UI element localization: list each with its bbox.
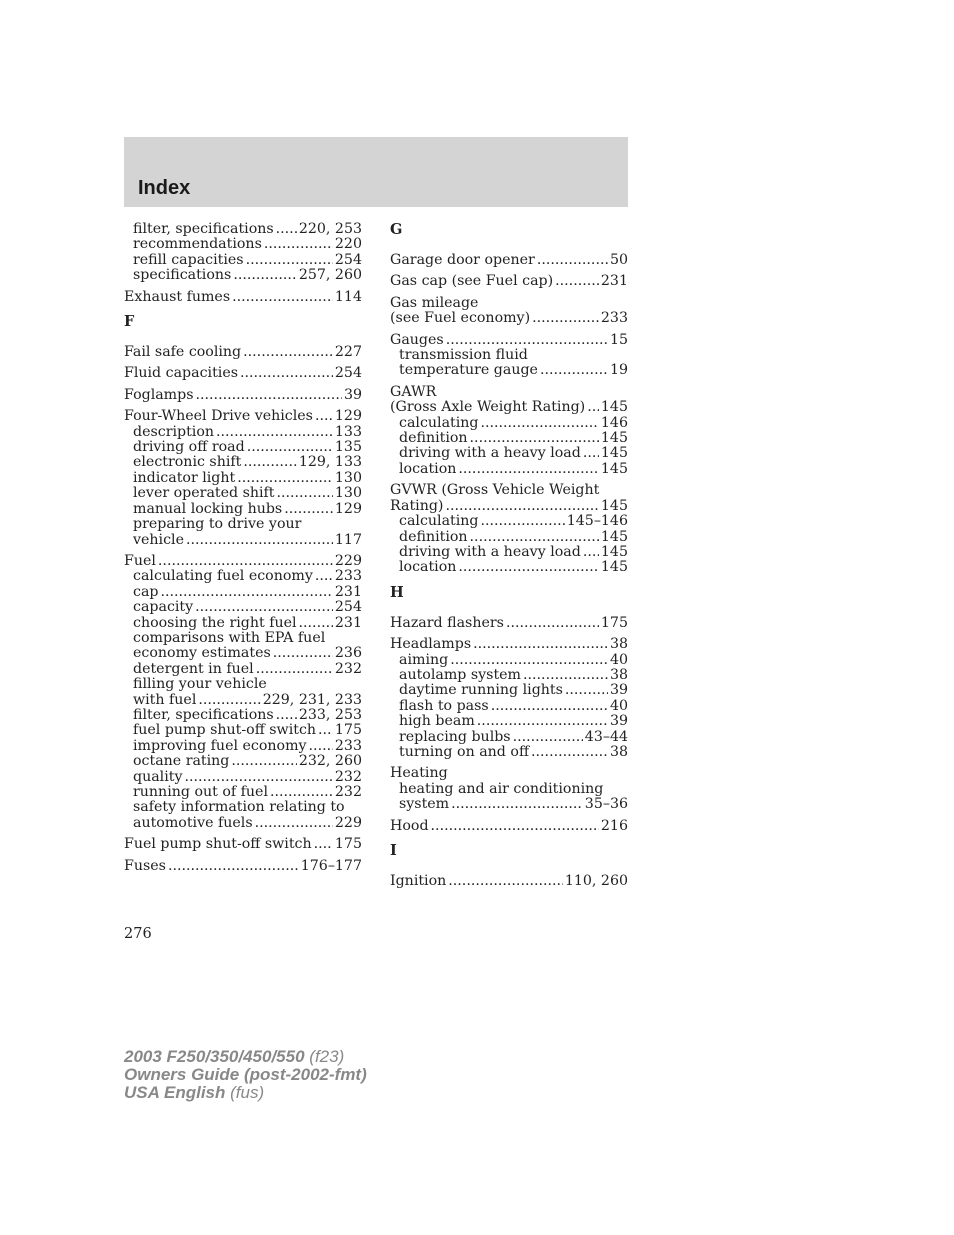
entry-text: Fuel xyxy=(124,552,156,569)
dot-leader xyxy=(513,730,583,745)
entry-text: turning on and off xyxy=(399,743,530,760)
entry-text: calculating xyxy=(399,513,479,530)
page-reference: 133 xyxy=(334,423,362,440)
page-reference: 229 xyxy=(334,552,362,569)
index-entry xyxy=(390,385,628,477)
entry-text: running out of fuel xyxy=(133,784,268,800)
index-subentry xyxy=(124,646,362,661)
dot-leader xyxy=(315,409,333,424)
index-subentry xyxy=(124,222,362,237)
dot-leader xyxy=(276,222,297,237)
entry-text: with fuel xyxy=(133,691,197,708)
index-subentry xyxy=(390,462,628,477)
entry-text: calculating xyxy=(399,414,479,431)
entry-text: improving fuel economy xyxy=(133,737,307,754)
entry-text: aiming xyxy=(399,651,449,668)
entry-text: safety information relating to xyxy=(133,799,345,816)
index-subentry xyxy=(390,530,628,545)
dot-leader xyxy=(318,723,333,738)
dot-leader xyxy=(256,662,333,677)
dot-leader xyxy=(168,859,299,874)
page-reference: 39 xyxy=(609,682,628,699)
entry-text: indicator light xyxy=(133,469,236,486)
index-term xyxy=(390,874,628,889)
page-reference: 220, 253 xyxy=(298,221,362,237)
entry-text: lever operated shift xyxy=(133,485,275,502)
page-reference: 50 xyxy=(609,252,628,268)
index-term xyxy=(390,819,628,834)
index-subentry xyxy=(124,723,362,738)
dot-leader xyxy=(458,462,599,477)
dot-leader xyxy=(270,785,333,800)
page-reference: 35–36 xyxy=(584,796,628,813)
dot-leader xyxy=(184,770,332,785)
page-reference: 146 xyxy=(600,414,628,431)
index-term xyxy=(390,637,628,652)
page-reference: 145 xyxy=(600,543,628,560)
index-subentry xyxy=(390,446,628,461)
index-entry xyxy=(124,837,362,852)
entry-text: preparing to drive your xyxy=(133,516,302,533)
dot-leader xyxy=(247,440,333,455)
entry-text: Gas mileage xyxy=(390,294,479,311)
index-entry xyxy=(390,274,628,289)
index-entry xyxy=(124,345,362,360)
dot-leader xyxy=(314,837,333,852)
entry-text: comparisons with EPA fuel xyxy=(133,629,326,646)
entry-text: capacity xyxy=(133,599,194,616)
entry-text: Exhaust fumes xyxy=(124,288,231,305)
entry-text: Garage door opener xyxy=(390,252,535,268)
index-subentry xyxy=(124,708,362,723)
dot-leader xyxy=(216,425,333,440)
page-reference: 110, 260 xyxy=(564,873,628,889)
index-entry xyxy=(390,819,628,834)
dot-leader xyxy=(445,499,598,514)
page-reference: 231 xyxy=(334,614,362,631)
index-entry xyxy=(390,874,628,889)
entry-text: recommendations xyxy=(133,236,262,253)
index-subentry xyxy=(124,455,362,470)
page-reference: 233 xyxy=(600,310,628,327)
page-reference: 175 xyxy=(334,722,362,739)
entry-text: Fuel pump shut-off switch xyxy=(124,836,312,853)
dot-leader xyxy=(237,471,333,486)
page-reference: 257, 260 xyxy=(298,267,362,284)
page-reference: 231 xyxy=(600,273,628,290)
entry-text: automotive fuels xyxy=(133,814,253,831)
index-subentry xyxy=(124,440,362,455)
index-subentry xyxy=(124,533,362,548)
index-subentry xyxy=(390,431,628,446)
index-entry xyxy=(390,616,628,631)
dot-leader xyxy=(161,585,333,600)
page-reference: 114 xyxy=(334,288,362,305)
page-reference: 229, 231, 233 xyxy=(262,691,362,708)
page-reference: 254 xyxy=(334,251,362,268)
index-subentry xyxy=(124,739,362,754)
page-reference: 135 xyxy=(334,439,362,456)
entry-text: Fail safe cooling xyxy=(124,344,242,361)
entry-text: quality xyxy=(133,768,183,785)
dot-leader xyxy=(480,416,598,431)
index-term xyxy=(390,499,628,514)
index-entry xyxy=(390,483,628,575)
index-entry xyxy=(124,554,362,831)
dot-leader xyxy=(555,274,599,289)
entry-text: Gas cap (see Fuel cap) xyxy=(390,273,554,290)
index-term xyxy=(124,345,362,360)
page-reference: 145 xyxy=(600,399,628,416)
entry-text: filling your vehicle xyxy=(133,676,267,693)
dot-leader xyxy=(246,253,333,268)
index-term xyxy=(390,400,628,415)
index-subentry xyxy=(124,517,362,532)
page-reference: 254 xyxy=(334,365,362,382)
page-reference: 38 xyxy=(609,636,628,653)
footer-model: 2003 F250/350/450/550 xyxy=(124,1047,305,1066)
index-subentry xyxy=(390,745,628,760)
index-subentry xyxy=(124,268,362,283)
dot-leader xyxy=(458,560,599,575)
section-letter: I xyxy=(390,842,397,859)
page-reference: 117 xyxy=(334,531,362,548)
index-entry xyxy=(390,253,628,268)
entry-text: specifications xyxy=(133,267,232,284)
page-number: 276 xyxy=(124,926,152,942)
dot-leader xyxy=(284,502,333,517)
index-subentry xyxy=(390,797,628,812)
dot-leader xyxy=(583,446,599,461)
entry-text: Four-Wheel Drive vehicles xyxy=(124,408,313,425)
page-reference: 19 xyxy=(609,362,628,379)
index-subentry xyxy=(390,363,628,378)
page-reference: 40 xyxy=(609,697,628,714)
entry-text: detergent in fuel xyxy=(133,660,254,677)
dot-leader xyxy=(491,699,608,714)
entry-text: fuel pump shut-off switch xyxy=(133,722,317,739)
dot-leader xyxy=(276,708,297,723)
dot-leader xyxy=(299,616,333,631)
index-term xyxy=(124,388,362,403)
dot-leader xyxy=(523,668,608,683)
entry-text: choosing the right fuel xyxy=(133,614,297,631)
index-subentry xyxy=(124,600,362,615)
index-subentry xyxy=(390,545,628,560)
entry-text: filter, specifications xyxy=(133,221,274,237)
index-column-left xyxy=(124,222,362,880)
index-entry xyxy=(390,766,628,812)
dot-leader xyxy=(531,745,608,760)
entry-text: temperature gauge xyxy=(399,362,538,379)
page-reference: 232 xyxy=(334,768,362,785)
dot-leader xyxy=(470,431,599,446)
page-reference: 145–146 xyxy=(566,513,628,530)
index-subentry xyxy=(124,770,362,785)
page-reference: 129 xyxy=(334,500,362,517)
dot-leader xyxy=(583,545,599,560)
index-entry xyxy=(124,290,362,305)
dot-leader xyxy=(473,637,608,652)
index-term xyxy=(390,311,628,326)
page-reference: 129, 133 xyxy=(298,454,362,471)
entry-text: Foglamps xyxy=(124,386,194,403)
dot-leader xyxy=(196,388,342,403)
entry-text: economy estimates xyxy=(133,645,271,662)
dot-leader xyxy=(243,345,333,360)
page-reference: 43–44 xyxy=(584,728,628,745)
index-term xyxy=(124,837,362,852)
page-reference: 232, 260 xyxy=(298,753,362,770)
page-reference: 145 xyxy=(600,460,628,477)
entry-text: refill capacities xyxy=(133,251,244,268)
page-reference: 232 xyxy=(334,660,362,677)
footer-guide: Owners Guide (post-2002-fmt) xyxy=(124,1065,367,1084)
entry-text: GAWR xyxy=(390,383,437,400)
entry-text: definition xyxy=(399,528,468,545)
dot-leader xyxy=(451,797,583,812)
page-reference: 145 xyxy=(600,430,628,447)
entry-text: electronic shift xyxy=(133,454,242,471)
dot-leader xyxy=(315,569,333,584)
page-title: Index xyxy=(138,177,191,199)
index-term xyxy=(124,859,362,874)
index-entry xyxy=(390,637,628,760)
index-term xyxy=(390,385,628,400)
entry-text: driving off road xyxy=(133,439,245,456)
index-subentry xyxy=(390,730,628,745)
dot-leader xyxy=(186,533,333,548)
entry-text: Fluid capacities xyxy=(124,365,238,382)
page-reference: 145 xyxy=(600,497,628,514)
dot-leader xyxy=(273,646,333,661)
dot-leader xyxy=(232,290,333,305)
entry-text: replacing bulbs xyxy=(399,728,511,745)
entry-text: Gauges xyxy=(390,331,444,348)
section-letter: H xyxy=(390,583,404,601)
dot-leader xyxy=(198,693,260,708)
page-reference: 216 xyxy=(600,817,628,834)
index-entry xyxy=(124,859,362,874)
entry-text: octane rating xyxy=(133,753,230,770)
dot-leader xyxy=(255,816,333,831)
entry-text: Fuses xyxy=(124,857,166,874)
entry-text: Ignition xyxy=(390,873,447,889)
dot-leader xyxy=(240,366,333,381)
page-reference: 175 xyxy=(334,836,362,853)
entry-text: driving with a heavy load xyxy=(399,445,581,462)
index-term xyxy=(390,274,628,289)
entry-text: vehicle xyxy=(133,531,184,548)
index-term xyxy=(390,766,628,781)
footer-language-code: (fus) xyxy=(230,1083,265,1102)
dot-leader xyxy=(470,530,599,545)
dot-leader xyxy=(537,253,608,268)
entry-text: GVWR (Gross Vehicle Weight xyxy=(390,482,600,499)
page-reference: 145 xyxy=(600,445,628,462)
index-entry xyxy=(390,296,628,327)
page-reference: 38 xyxy=(609,743,628,760)
footer-model-code: (f23) xyxy=(309,1047,345,1066)
index-subentry xyxy=(390,668,628,683)
entry-text: (see Fuel economy) xyxy=(390,310,531,327)
entry-text: transmission fluid xyxy=(399,347,528,364)
page-reference: 15 xyxy=(609,331,628,348)
index-term xyxy=(390,333,628,348)
index-term xyxy=(124,290,362,305)
index-subentry xyxy=(390,653,628,668)
index-entry xyxy=(390,333,628,379)
entry-text: manual locking hubs xyxy=(133,500,283,517)
dot-leader xyxy=(195,600,333,615)
index-subentry xyxy=(124,569,362,584)
entry-text: filter, specifications xyxy=(133,706,274,723)
entry-text: daytime running lights xyxy=(399,682,563,699)
index-subentry xyxy=(124,800,362,815)
index-entry xyxy=(124,222,362,284)
footer-line-3 xyxy=(124,1084,367,1102)
dot-leader xyxy=(158,554,333,569)
index-subentry xyxy=(390,416,628,431)
dot-leader xyxy=(450,653,608,668)
dot-leader xyxy=(506,616,599,631)
page-reference: 233 xyxy=(334,568,362,585)
page-reference: 220 xyxy=(334,236,362,253)
page-reference: 176–177 xyxy=(300,857,362,874)
index-subentry xyxy=(390,514,628,529)
page-reference: 130 xyxy=(334,469,362,486)
index-term xyxy=(390,616,628,631)
entry-text: location xyxy=(399,460,457,477)
dot-leader xyxy=(243,455,296,470)
page-reference: 145 xyxy=(600,528,628,545)
index-subentry xyxy=(124,237,362,252)
dot-leader xyxy=(448,874,563,889)
index-subentry xyxy=(390,560,628,575)
page-reference: 254 xyxy=(334,599,362,616)
index-entry xyxy=(124,388,362,403)
index-subentry xyxy=(124,754,362,769)
entry-text: cap xyxy=(133,583,159,600)
entry-text: system xyxy=(399,796,450,813)
page-reference: 236 xyxy=(334,645,362,662)
entry-text: high beam xyxy=(399,713,475,730)
dot-leader xyxy=(233,268,297,283)
entry-text: calculating fuel economy xyxy=(133,568,313,585)
entry-text: autolamp system xyxy=(399,666,522,683)
index-subentry xyxy=(390,683,628,698)
index-subentry xyxy=(124,486,362,501)
index-subentry xyxy=(390,714,628,729)
entry-text: Heating xyxy=(390,765,448,782)
page-reference: 129 xyxy=(334,408,362,425)
footer-line-1 xyxy=(124,1048,367,1066)
index-subentry xyxy=(124,585,362,600)
index-term xyxy=(124,554,362,569)
page-reference: 231 xyxy=(334,583,362,600)
entry-text: description xyxy=(133,423,215,440)
index-subentry xyxy=(124,816,362,831)
dot-leader xyxy=(446,333,608,348)
dot-leader xyxy=(264,237,333,252)
dot-leader xyxy=(477,714,608,729)
page-reference: 233 xyxy=(334,737,362,754)
index-subentry xyxy=(124,693,362,708)
dot-leader xyxy=(532,311,599,326)
entry-text: flash to pass xyxy=(399,697,489,714)
page-reference: 145 xyxy=(600,559,628,576)
index-term xyxy=(390,253,628,268)
index-subentry xyxy=(124,616,362,631)
dot-leader xyxy=(277,486,333,501)
index-subentry xyxy=(124,662,362,677)
page-reference: 40 xyxy=(609,651,628,668)
page-reference: 229 xyxy=(334,814,362,831)
entry-text: definition xyxy=(399,430,468,447)
index-subentry xyxy=(124,785,362,800)
page-reference: 175 xyxy=(600,614,628,631)
index-column-right xyxy=(390,222,628,895)
entry-text: Hood xyxy=(390,817,429,834)
document-footer xyxy=(124,1048,367,1102)
dot-leader xyxy=(587,400,599,415)
dot-leader xyxy=(565,683,608,698)
section-letter: F xyxy=(124,313,135,331)
index-term xyxy=(124,366,362,381)
index-subentry xyxy=(124,471,362,486)
index-subentry xyxy=(124,425,362,440)
index-entry xyxy=(124,409,362,548)
page-reference: 233, 253 xyxy=(298,706,362,723)
page-reference: 38 xyxy=(609,666,628,683)
entry-text: Hazard flashers xyxy=(390,614,504,631)
dot-leader xyxy=(231,754,296,769)
page-reference: 39 xyxy=(609,713,628,730)
index-term xyxy=(390,483,628,498)
index-term xyxy=(124,409,362,424)
dot-leader xyxy=(309,739,333,754)
index-subentry xyxy=(124,677,362,692)
entry-text: Headlamps xyxy=(390,636,472,653)
footer-line-2 xyxy=(124,1066,367,1084)
header-band xyxy=(124,137,628,207)
index-term xyxy=(390,296,628,311)
page-reference: 130 xyxy=(334,485,362,502)
entry-text: driving with a heavy load xyxy=(399,543,581,560)
index-subentry xyxy=(390,782,628,797)
page-reference: 39 xyxy=(343,386,362,403)
dot-leader xyxy=(480,514,564,529)
index-entry xyxy=(124,366,362,381)
index-subentry xyxy=(390,699,628,714)
page-reference: 227 xyxy=(334,344,362,361)
section-letter: G xyxy=(390,221,403,238)
index-subentry xyxy=(124,631,362,646)
index-subentry xyxy=(390,348,628,363)
index-subentry xyxy=(124,253,362,268)
dot-leader xyxy=(540,363,608,378)
page-reference: 232 xyxy=(334,784,362,800)
entry-text: location xyxy=(399,559,457,576)
entry-text: (Gross Axle Weight Rating) xyxy=(390,399,586,416)
dot-leader xyxy=(431,819,599,834)
entry-text: heating and air conditioning xyxy=(399,780,604,797)
entry-text: Rating) xyxy=(390,497,444,514)
footer-language: USA English xyxy=(124,1083,226,1102)
index-subentry xyxy=(124,502,362,517)
